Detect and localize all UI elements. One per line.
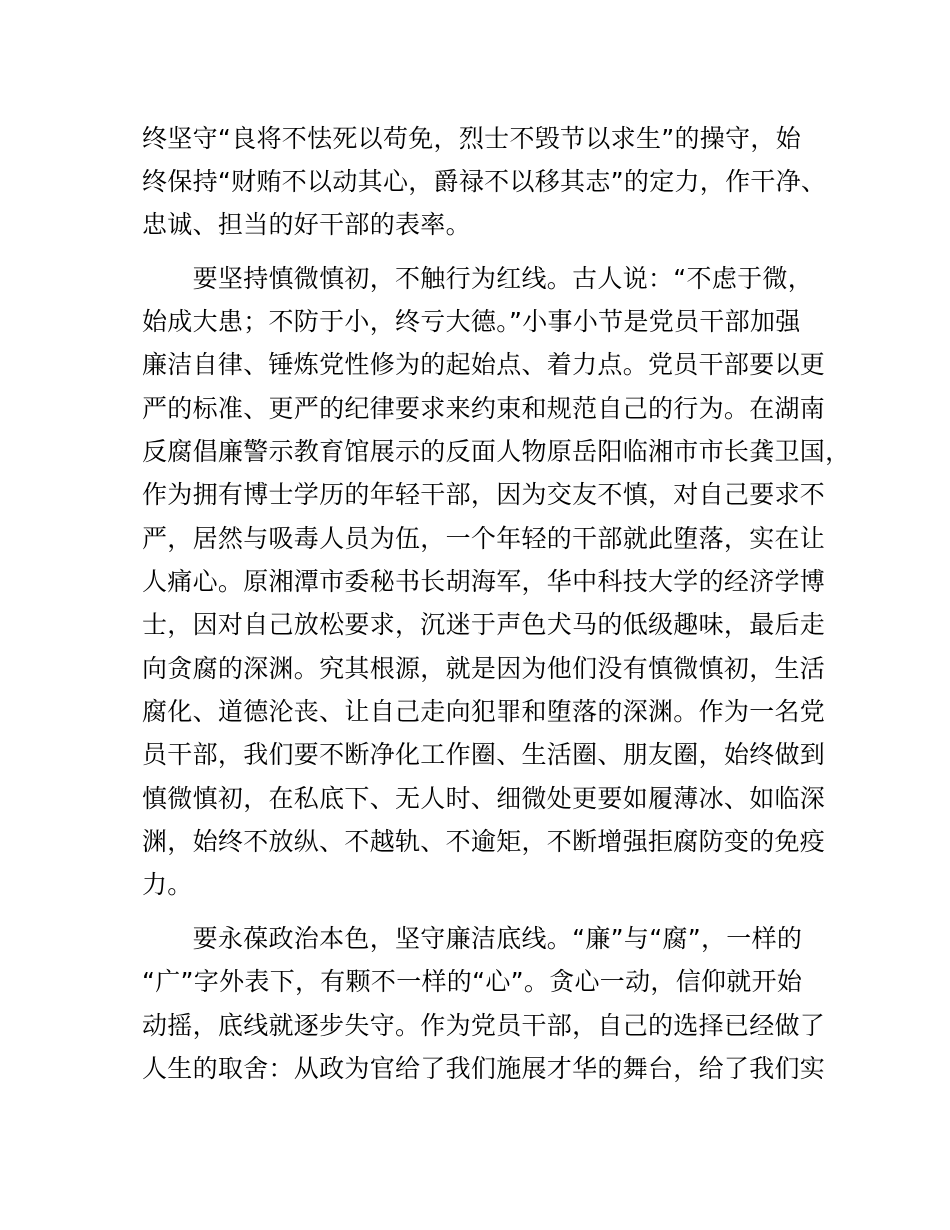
- text-line: 人生的取舍：从政为官给了我们施展才华的舞台，给了我们实: [142, 1054, 826, 1083]
- text-line: 严的标准、更严的纪律要求来约束和规范自己的行为。在湖南: [142, 394, 826, 423]
- text-line: 终保持“财贿不以动其心，爵禄不以移其志”的定力，作干净、: [142, 167, 827, 196]
- text-line: 要永葆政治本色，坚守廉洁底线。“廉”与“腐”，一样的: [142, 924, 803, 953]
- text-line: 员干部，我们要不断净化工作圈、生活圈、朋友圈，始终做到: [142, 740, 826, 769]
- text-line: 士，因对自己放松要求，沉迷于声色犬马的低级趣味，最后走: [142, 610, 826, 639]
- text-line: 严，居然与吸毒人员为伍，一个年轻的干部就此堕落，实在让: [142, 524, 826, 553]
- text-line: 力。: [142, 870, 193, 899]
- text-line: 廉洁自律、锤炼党性修为的起始点、着力点。党员干部要以更: [142, 350, 826, 379]
- text-line: 人痛心。原湘潭市委秘书长胡海军，华中科技大学的经济学博: [142, 567, 826, 596]
- text-line: 作为拥有博士学历的年轻干部，因为交友不慎，对自己要求不: [142, 480, 826, 509]
- text-line: 始成大患；不防于小，终亏大德。”小事小节是党员干部加强: [142, 307, 801, 336]
- text-line: 要坚持慎微慎初，不触行为红线。古人说：“不虑于微，: [142, 264, 814, 293]
- text-line: 慎微慎初，在私底下、无人时、细微处更要如履薄冰、如临深: [142, 784, 826, 813]
- text-line: 向贪腐的深渊。究其根源，就是因为他们没有慎微慎初，生活: [142, 654, 826, 683]
- text-line: 终坚守“良将不怯死以苟免，烈士不毁节以求生”的操守，始: [142, 124, 802, 153]
- text-line: “广”字外表下，有颗不一样的“心”。贪心一动，信仰就开始: [142, 967, 803, 996]
- text-line: 忠诚、担当的好干部的表率。: [142, 210, 471, 239]
- text-line: 反腐倡廉警示教育馆展示的反面人物原岳阳临湘市市长龚卫国，: [142, 437, 851, 466]
- text-line: 渊，始终不放纵、不越轨、不逾矩，不断增强拒腐防变的免疫: [142, 827, 826, 856]
- text-line: 动摇，底线就逐步失守。作为党员干部，自己的选择已经做了: [142, 1011, 826, 1040]
- text-line: 腐化、道德沦丧、让自己走向犯罪和堕落的深渊。作为一名党: [142, 697, 826, 726]
